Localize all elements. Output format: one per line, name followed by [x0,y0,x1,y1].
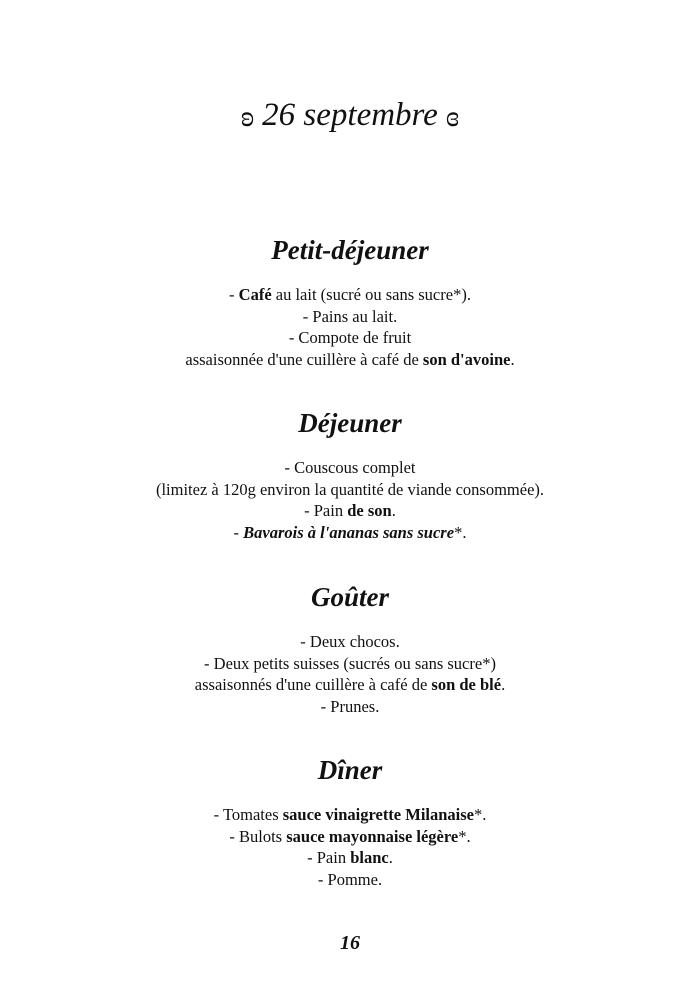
menu-item: - Deux chocos. [300,632,400,651]
menu-item: - Bavarois à l'ananas sans sucre*. [233,522,467,542]
section-petit-dejeuner [0,232,700,370]
menu-item: - Tomates sauce vinaigrette Milanaise*. [213,805,487,824]
section-dejeuner [0,405,700,543]
section-heading: Déjeuner [298,408,402,438]
menu-list [0,457,700,543]
menu-item: - Compote de fruit [288,328,412,347]
menu-item: - Bulots sauce mayonnaise légère*. [229,826,471,846]
page-title [0,92,700,140]
menu-item: - Couscous complet [284,458,416,477]
menu-item: - Pomme. [317,869,383,889]
date-title: 26 septembre [262,97,438,133]
menu-item: - Prunes. [320,696,380,716]
menu-list [0,284,700,370]
section-gouter [0,579,700,717]
right-ornament-icon: ɞ [445,100,460,134]
menu-list [0,804,700,890]
menu-item: assaisonnée d'une cuillère à café de son d'avoine. [185,349,515,369]
menu-item: - Deux petits suisses (sucrés ou sans sucre*) [204,653,496,673]
section-heading: Goûter [310,582,389,612]
section-heading: Dîner [317,755,383,785]
page-number: 16 [340,932,360,954]
menu-list [0,631,700,717]
menu-item: assaisonnés d'une cuillère à café de son de blé. [194,675,506,694]
menu-item: - Pain blanc. [307,848,393,867]
menu-item: - Pain de son. [304,501,396,520]
section-diner [0,752,700,890]
left-ornament-icon: ʚ [240,100,255,134]
menu-item: (limitez à 120g environ la quantité de viande consommée). [155,479,545,499]
menu-item: - Pains au lait. [302,306,398,326]
menu-item: - Café au lait (sucré ou sans sucre*). [229,285,471,304]
section-heading: Petit-déjeuner [271,235,429,265]
